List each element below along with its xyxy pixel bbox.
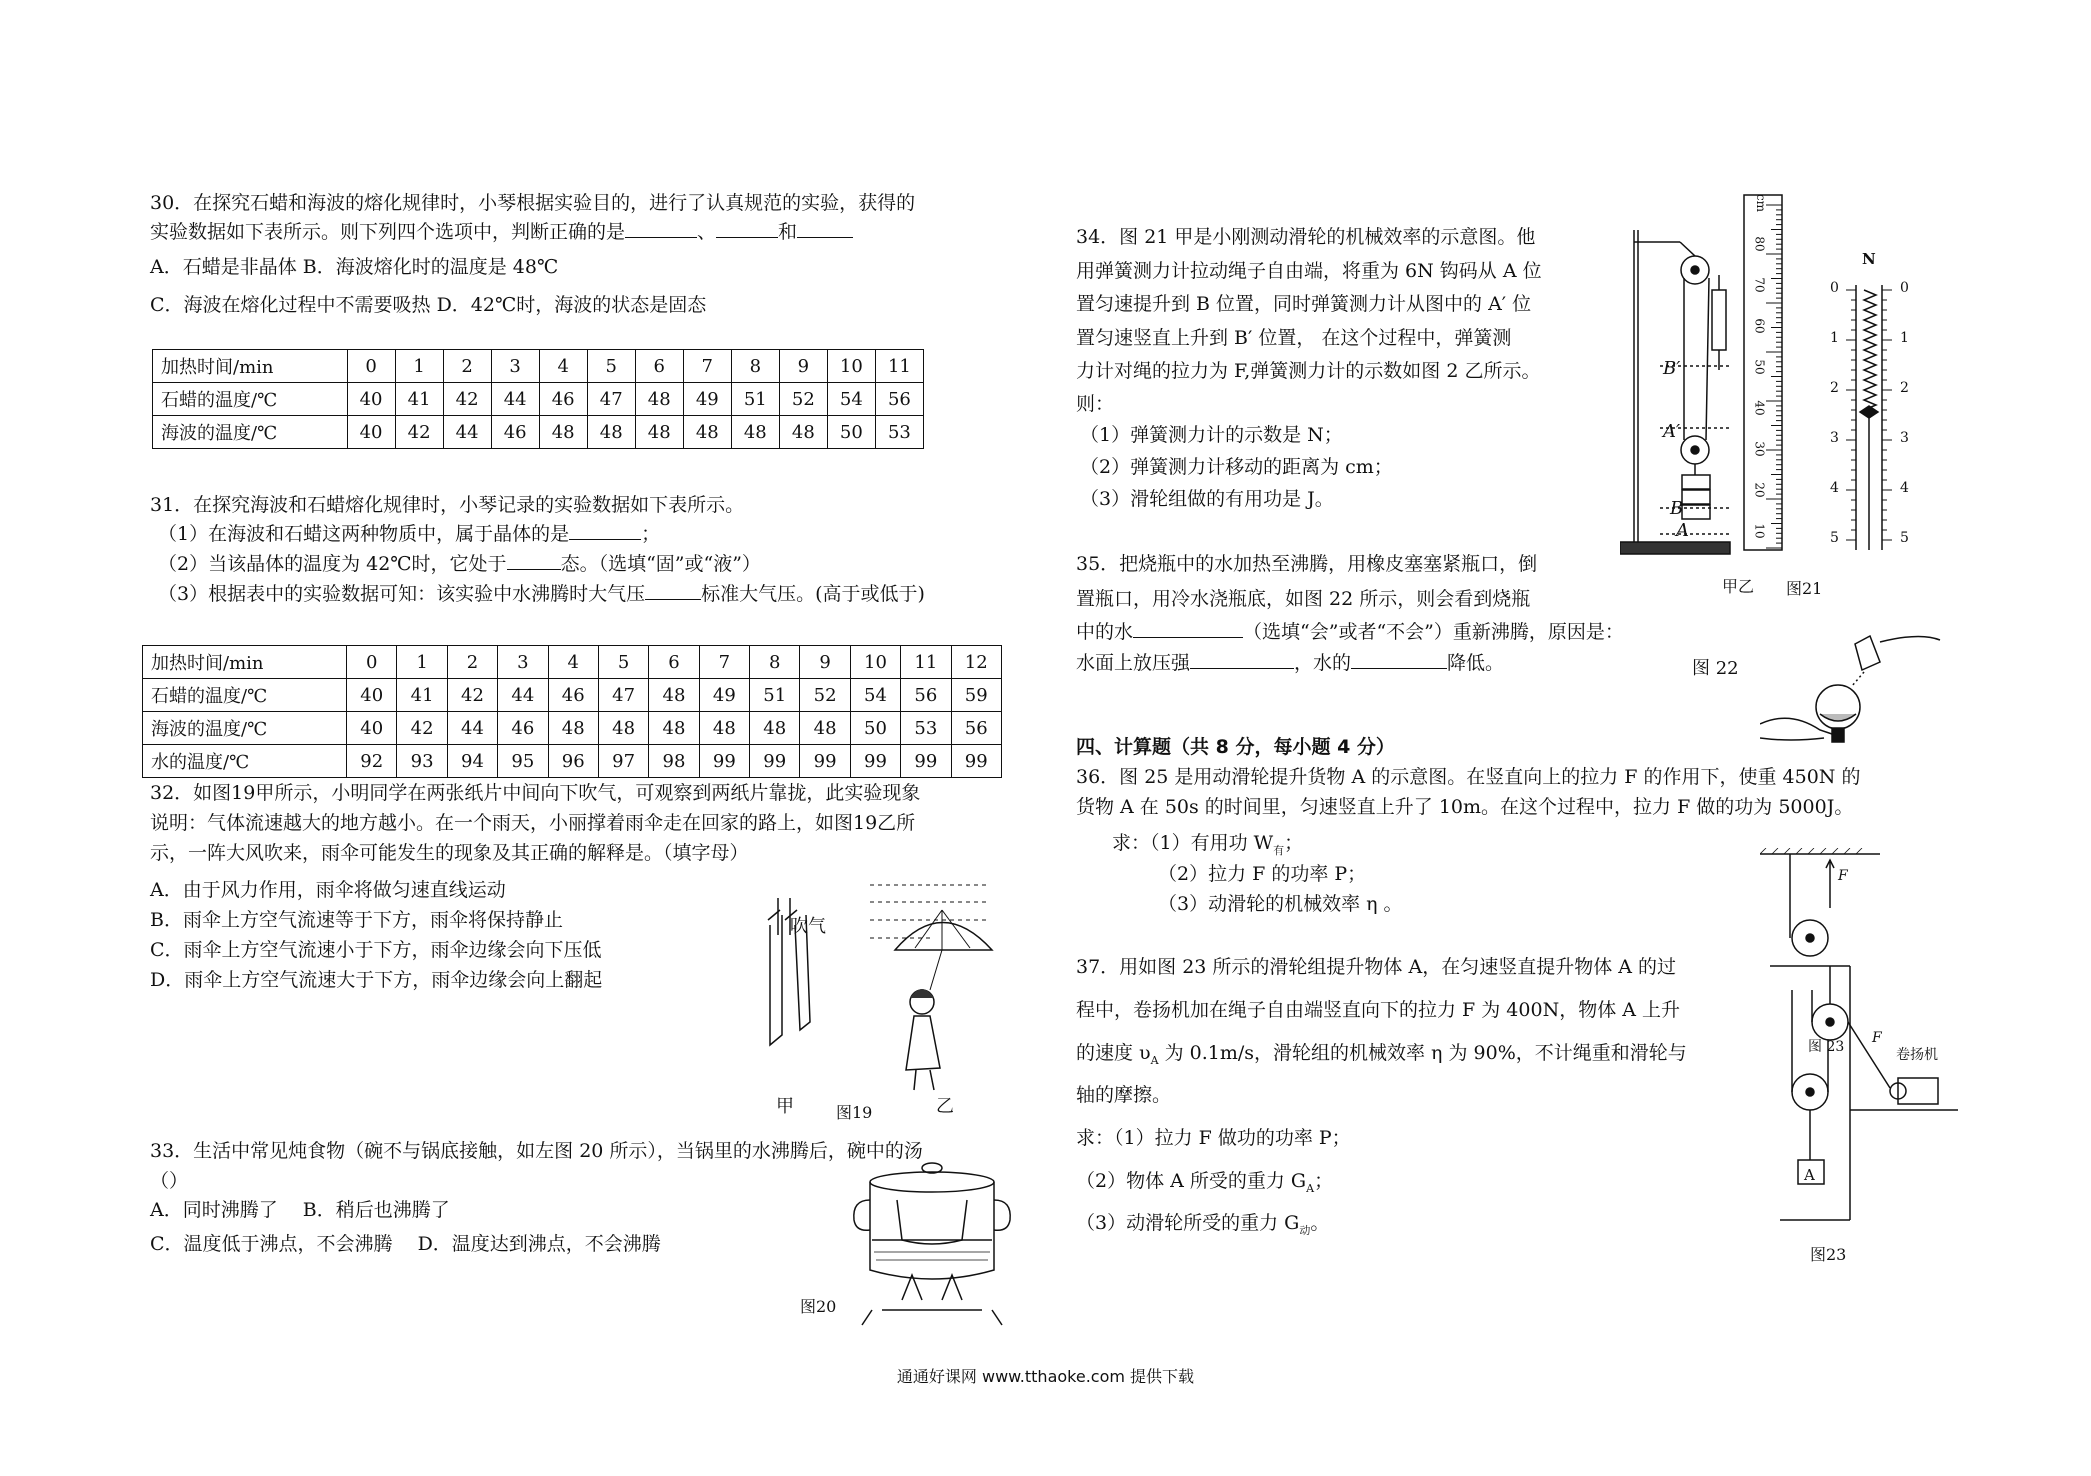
fig21-label-a: A — [1676, 520, 1689, 541]
table-cell: 54 — [850, 679, 900, 712]
q36-line1: 36．图 25 是用动滑轮提升货物 A 的示意图。在竖直向上的拉力 F 的作用下，使重 450N 的 — [1076, 766, 1861, 788]
q34-line5: 力计对绳的拉力为 F,弹簧测力计的示数如图 2 乙所示。 — [1076, 360, 1541, 382]
fig19-blow-label: 吹气 — [790, 916, 826, 937]
table-cell: 48 — [635, 416, 683, 449]
table-cell: 3 — [491, 350, 539, 383]
q35-line2: 置瓶口，用冷水浇瓶底，如图 22 所示，则会看到烧瓶 — [1076, 588, 1531, 610]
fig23-caption: 图23 — [1810, 1245, 1847, 1264]
table-cell: 40 — [347, 679, 397, 712]
table-cell: 44 — [491, 383, 539, 416]
table-cell: 48 — [548, 712, 598, 745]
q30-options-cd: C．海波在熔化过程中不需要吸热 D．42℃时，海波的状态是固态 — [150, 294, 707, 316]
table-cell: 48 — [649, 679, 699, 712]
fig21-label-bprime: B′ — [1663, 358, 1681, 379]
table-cell: 54 — [827, 383, 875, 416]
q35-line3: 中的水 （选填“会”或者“不会”）重新沸腾，原因是： — [1076, 621, 1624, 643]
table-cell: 53 — [875, 416, 923, 449]
table-cell: 42 — [397, 712, 447, 745]
ruler-label: 30 — [1752, 441, 1767, 457]
table-cell: 48 — [539, 416, 587, 449]
q36-ask1: 求：（1）有用功 $W_有$； — [1112, 832, 1304, 857]
table-cell: 9 — [779, 350, 827, 383]
table-cell: 2 — [443, 350, 491, 383]
table-cell: 40 — [347, 383, 395, 416]
table-cell: 53 — [901, 712, 951, 745]
table-cell: 48 — [750, 712, 800, 745]
table-cell: 40 — [347, 416, 395, 449]
table-cell: 99 — [850, 745, 900, 778]
table-cell: 47 — [598, 679, 648, 712]
q34-sub1: （1）弹簧测力计的示数是 N； — [1080, 424, 1343, 446]
table-row — [143, 679, 1002, 712]
fig21-jiayi-label: 甲乙 — [1722, 577, 1755, 596]
table-row — [143, 646, 1002, 679]
table-row-header: 水的温度/℃ — [143, 745, 347, 778]
table-cell: 48 — [699, 712, 749, 745]
footer-source: 通通好课网 www.tthaoke.com 提供下载 — [896, 1367, 1195, 1386]
q36-ask2: （2）拉力 F 的功率 P； — [1158, 863, 1367, 885]
table-cell: 98 — [649, 745, 699, 778]
q30-line2: 实验数据如下表所示。则下列四个选项中，判断正确的是 、 和 — [150, 221, 853, 244]
q37-ask2: （2）物体 A 所受的重力 $G_A$； — [1076, 1170, 1334, 1195]
table-cell: 44 — [447, 712, 497, 745]
q35-line4: 水面上放压强 ，水的 降低。 — [1076, 652, 1505, 674]
table-row — [153, 383, 924, 416]
q32-line2: 说明：气体流速越大的地方越小。在一个雨天，小丽撑着雨伞走在回家的路上，如图19乙所 — [150, 812, 916, 834]
q34-sub2: （2）弹簧测力计移动的距离为 cm； — [1080, 456, 1393, 478]
scale-right-label: 2 — [1900, 380, 1909, 396]
q36-line2: 货物 A 在 50s 的时间里，匀速竖直上升了 10m。在这个过程中，拉力 F 做的功为 5000J。 — [1076, 796, 1854, 818]
table-row-header: 石蜡的温度/℃ — [143, 679, 347, 712]
scale-right-label: 0 — [1900, 280, 1909, 296]
ruler-label: 20 — [1752, 482, 1767, 498]
table-cell: 46 — [498, 712, 548, 745]
q31-table — [142, 645, 1002, 778]
q32-option-b: B．雨伞上方空气流速等于下方，雨伞将保持静止 — [150, 909, 563, 931]
q33-options-cd: C．温度低于沸点，不会沸腾 D．温度达到沸点，不会沸腾 — [150, 1233, 661, 1255]
table-cell: 46 — [539, 383, 587, 416]
q32-line3: 示，一阵大风吹来，雨伞可能发生的现象及其正确的解释是。（填字母） — [150, 842, 749, 864]
table-cell: 44 — [498, 679, 548, 712]
table-cell: 1 — [395, 350, 443, 383]
table-cell: 48 — [598, 712, 648, 745]
table-cell: 49 — [683, 383, 731, 416]
scale-left-label: 5 — [1830, 530, 1839, 546]
fig22-caption: 图 22 — [1692, 658, 1739, 679]
table-cell: 40 — [347, 712, 397, 745]
table-cell: 3 — [498, 646, 548, 679]
fig20-caption: 图20 — [800, 1297, 837, 1316]
table-cell: 48 — [683, 416, 731, 449]
table-cell: 50 — [827, 416, 875, 449]
q31-sub1: （1）在海波和石蜡这两种物质中，属于晶体的是 ； — [158, 523, 661, 545]
table-cell: 8 — [750, 646, 800, 679]
q37-ask3: （3）动滑轮所受的重力 $G_动$。 — [1076, 1212, 1330, 1237]
table-cell: 10 — [827, 350, 875, 383]
table-row-header: 海波的温度/℃ — [143, 712, 347, 745]
fig23-winch-illustration — [1770, 960, 1960, 1230]
fig19-yi-label: 乙 — [936, 1096, 954, 1117]
table-cell: 51 — [750, 679, 800, 712]
fig23-inner-caption: 图 23 — [1808, 1039, 1845, 1055]
fig23-label-a: A — [1804, 1166, 1815, 1184]
ruler-label: 40 — [1752, 400, 1767, 416]
fig21-label-aprime: A′ — [1663, 421, 1681, 442]
scale-left-label: 2 — [1830, 380, 1839, 396]
table-row — [143, 712, 1002, 745]
table-row-header: 加热时间/min — [143, 646, 347, 679]
q34-line4: 置匀速竖直上升到 B′ 位置， 在这个过程中，弹簧测 — [1076, 327, 1512, 349]
q32-option-d: D．雨伞上方空气流速大于下方，雨伞边缘会向上翻起 — [150, 969, 603, 991]
table-cell: 5 — [587, 350, 635, 383]
fig25-label-f: F — [1838, 868, 1848, 884]
table-cell: 11 — [875, 350, 923, 383]
q36-ask3: （3）动滑轮的机械效率 η 。 — [1158, 893, 1403, 915]
scale-left-label: 4 — [1830, 480, 1839, 496]
scale-left-label: 3 — [1830, 430, 1839, 446]
table-row-header: 石蜡的温度/℃ — [153, 383, 348, 416]
table-cell: 93 — [397, 745, 447, 778]
table-cell: 47 — [587, 383, 635, 416]
q33-line1: 33．生活中常见炖食物（碗不与锅底接触，如左图 20 所示），当锅里的水沸腾后，碗中的汤 — [150, 1140, 923, 1162]
table-cell: 52 — [800, 679, 850, 712]
fig20-pot-illustration — [842, 1160, 1022, 1330]
table-cell: 10 — [850, 646, 900, 679]
ruler-label: 10 — [1752, 523, 1767, 539]
table-cell: 51 — [731, 383, 779, 416]
table-row — [143, 745, 1002, 778]
table-row-header: 加热时间/min — [153, 350, 348, 383]
q34-sub3: （3）滑轮组做的有用功是 J。 — [1080, 488, 1334, 510]
table-cell: 0 — [347, 646, 397, 679]
table-cell: 1 — [397, 646, 447, 679]
table-cell: 4 — [539, 350, 587, 383]
q37-line2: 程中，卷扬机加在绳子自由端竖直向下的拉力 F 为 400N，物体 A 上升 — [1076, 999, 1680, 1021]
table-cell: 42 — [395, 416, 443, 449]
q35-line1: 35．把烧瓶中的水加热至沸腾，用橡皮塞塞紧瓶口，倒 — [1076, 553, 1538, 575]
section4-title: 四、计算题（共 8 分，每小题 4 分） — [1076, 736, 1395, 758]
q30-table — [152, 349, 924, 449]
table-cell: 56 — [901, 679, 951, 712]
table-cell: 95 — [498, 745, 548, 778]
table-cell: 99 — [951, 745, 1001, 778]
table-cell: 49 — [699, 679, 749, 712]
q34-line2: 用弹簧测力计拉动绳子自由端，将重为 6N 钩码从 A 位 — [1076, 260, 1542, 282]
q32-option-c: C．雨伞上方空气流速小于下方，雨伞边缘会向下压低 — [150, 939, 602, 961]
table-cell: 59 — [951, 679, 1001, 712]
table-cell: 99 — [800, 745, 850, 778]
table-cell: 48 — [587, 416, 635, 449]
ruler-label: 60 — [1752, 318, 1767, 334]
table-cell: 8 — [731, 350, 779, 383]
table-cell: 56 — [875, 383, 923, 416]
table-cell: 99 — [750, 745, 800, 778]
q32-option-a: A．由于风力作用，雨伞将做匀速直线运动 — [150, 879, 506, 901]
table-cell: 5 — [598, 646, 648, 679]
table-cell: 12 — [951, 646, 1001, 679]
table-cell: 92 — [347, 745, 397, 778]
table-cell: 46 — [548, 679, 598, 712]
scale-left-label: 0 — [1830, 280, 1839, 296]
q37-line3: 的速度 $\upsilon_A$ 为 0.1m/s，滑轮组的机械效率 η 为 90%，不计绳重和滑轮与 — [1076, 1042, 1687, 1067]
ruler-label: 50 — [1752, 359, 1767, 375]
table-cell: 7 — [683, 350, 731, 383]
q33-options-ab: A．同时沸腾了 B．稍后也沸腾了 — [150, 1199, 450, 1221]
fig22-flask-illustration — [1760, 632, 1960, 752]
table-row-header: 海波的温度/℃ — [153, 416, 348, 449]
table-cell: 96 — [548, 745, 598, 778]
table-cell: 48 — [635, 383, 683, 416]
table-cell: 97 — [598, 745, 648, 778]
table-cell: 6 — [635, 350, 683, 383]
q30-options-ab: A．石蜡是非晶体 B．海波熔化时的温度是 48℃ — [150, 256, 559, 278]
table-cell: 48 — [779, 416, 827, 449]
table-cell: 50 — [850, 712, 900, 745]
ruler-label: cm — [1754, 193, 1769, 213]
table-cell: 48 — [649, 712, 699, 745]
scale-left-label: 1 — [1830, 330, 1839, 346]
fig19-caption: 图19 — [836, 1103, 873, 1122]
table-cell: 48 — [731, 416, 779, 449]
q37-line4: 轴的摩擦。 — [1076, 1084, 1172, 1106]
table-cell: 4 — [548, 646, 598, 679]
q30-line1: 30．在探究石蜡和海波的熔化规律时，小琴根据实验目的，进行了认真规范的实验，获得的 — [150, 192, 916, 214]
fig21-label-n: N — [1862, 250, 1876, 268]
fig23-label-f: F — [1872, 1030, 1882, 1046]
table-row — [153, 416, 924, 449]
table-cell: 41 — [397, 679, 447, 712]
q31-sub2: （2）当该晶体的温度为 42℃时，它处于 态。（选填“固”或“液”） — [158, 553, 761, 575]
table-cell: 41 — [395, 383, 443, 416]
table-row — [153, 350, 924, 383]
table-cell: 6 — [649, 646, 699, 679]
table-cell: 0 — [347, 350, 395, 383]
table-cell: 99 — [699, 745, 749, 778]
table-cell: 42 — [443, 383, 491, 416]
table-cell: 48 — [800, 712, 850, 745]
fig23-winch-label: 卷扬机 — [1896, 1047, 1938, 1063]
table-cell: 9 — [800, 646, 850, 679]
table-cell: 7 — [699, 646, 749, 679]
q31-sub3: （3）根据表中的实验数据可知：该实验中水沸腾时大气压 标准大气压。(高于或低于) — [158, 583, 925, 605]
table-cell: 44 — [443, 416, 491, 449]
fig25-pulley-illustration — [1760, 848, 1880, 958]
q31-line1: 31．在探究海波和石蜡熔化规律时，小琴记录的实验数据如下表所示。 — [150, 494, 745, 516]
table-cell: 94 — [447, 745, 497, 778]
table-cell: 11 — [901, 646, 951, 679]
fig19-illustration — [730, 880, 1060, 1120]
table-cell: 52 — [779, 383, 827, 416]
ruler-label: 80 — [1752, 236, 1767, 252]
fig21-label-b: B — [1670, 498, 1684, 519]
fig19-jia-label: 甲 — [776, 1096, 794, 1117]
q37-line1: 37．用如图 23 所示的滑轮组提升物体 A，在匀速竖直提升物体 A 的过 — [1076, 956, 1676, 978]
q33-line2: （） — [150, 1170, 189, 1192]
scale-right-label: 3 — [1900, 430, 1909, 446]
scale-right-label: 4 — [1900, 480, 1909, 496]
q34-line6: 则： — [1076, 393, 1115, 415]
table-cell: 56 — [951, 712, 1001, 745]
table-cell: 99 — [901, 745, 951, 778]
table-cell: 2 — [447, 646, 497, 679]
q34-line3: 置匀速提升到 B 位置，同时弹簧测力计从图中的 A′ 位 — [1076, 293, 1532, 315]
scale-right-label: 5 — [1900, 530, 1909, 546]
q34-line1: 34．图 21 甲是小刚测动滑轮的机械效率的示意图。他 — [1076, 226, 1536, 248]
q37-ask1: 求：（1）拉力 F 做功的功率 P； — [1076, 1127, 1351, 1149]
table-cell: 46 — [491, 416, 539, 449]
ruler-label: 70 — [1752, 277, 1767, 293]
table-cell: 42 — [447, 679, 497, 712]
fig21-caption: 图21 — [1786, 579, 1823, 598]
q32-line1: 32．如图19甲所示，小明同学在两张纸片中间向下吹气，可观察到两纸片靠拢，此实验现象 — [150, 782, 921, 804]
scale-right-label: 1 — [1900, 330, 1909, 346]
